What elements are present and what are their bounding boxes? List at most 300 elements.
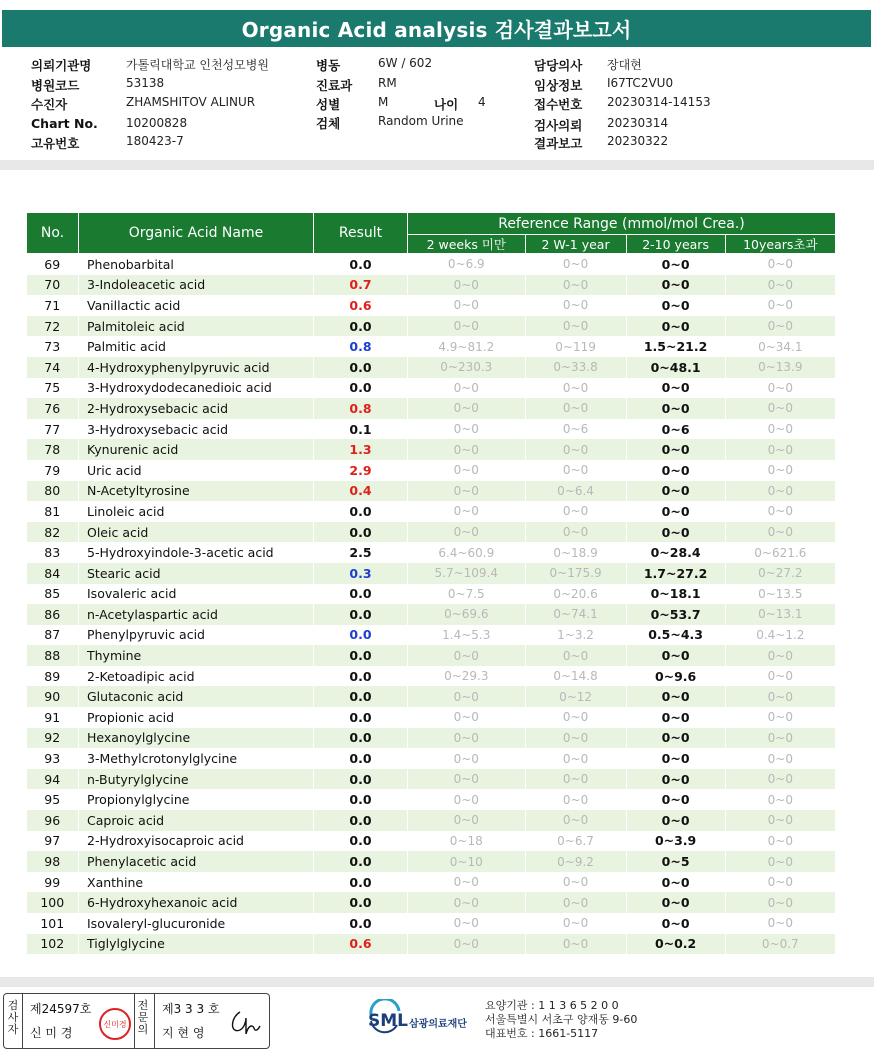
patient-info xyxy=(0,50,874,160)
acid-name: Glutaconic acid xyxy=(79,686,314,707)
info-label: 병원코드 xyxy=(31,78,80,93)
reference-range: 0~0 xyxy=(725,748,835,769)
reference-range: 0~69.6 xyxy=(408,604,526,625)
result-value: 0.0 xyxy=(314,501,408,522)
results-table xyxy=(26,212,836,954)
signature-icon xyxy=(226,1008,262,1038)
reference-range: 0~0 xyxy=(725,295,835,316)
sml-logo-text: SML xyxy=(368,1011,408,1031)
info-value: 20230314 xyxy=(607,116,669,130)
reference-range: 0~0 xyxy=(626,398,725,419)
reference-range: 0~7.5 xyxy=(408,584,526,605)
reference-range: 0~0 xyxy=(626,769,725,790)
reference-range: 0~0 xyxy=(626,378,725,399)
table-row xyxy=(27,645,836,666)
reference-range: 0~0 xyxy=(525,460,626,481)
result-value: 0.1 xyxy=(314,419,408,440)
reference-range: 6.4~60.9 xyxy=(408,542,526,563)
table-row xyxy=(27,501,836,522)
reference-range: 0~18 xyxy=(408,831,526,852)
reference-range: 0~6.7 xyxy=(525,831,626,852)
reference-range: 0~74.1 xyxy=(525,604,626,625)
reference-range: 0~0 xyxy=(725,460,835,481)
reference-range: 0~0 xyxy=(725,769,835,790)
table-row xyxy=(27,604,836,625)
reference-range: 0~0 xyxy=(408,892,526,913)
reference-range: 0~0 xyxy=(626,522,725,543)
reference-range: 0~20.6 xyxy=(525,584,626,605)
result-value: 0.4 xyxy=(314,481,408,502)
acid-name: Propionylglycine xyxy=(79,789,314,810)
row-number: 89 xyxy=(27,666,79,687)
table-row xyxy=(27,275,836,296)
reference-range: 0~0 xyxy=(408,398,526,419)
results-body xyxy=(27,254,836,955)
info-value: 10200828 xyxy=(126,116,188,130)
acid-name: 4-Hydroxyphenylpyruvic acid xyxy=(79,357,314,378)
result-value: 2.9 xyxy=(314,460,408,481)
reference-range: 0~175.9 xyxy=(525,563,626,584)
info-value: 4 xyxy=(478,95,486,109)
reference-range: 0~0 xyxy=(525,872,626,893)
info-label: 의뢰기관명 xyxy=(31,58,92,73)
reference-range: 0~0 xyxy=(725,522,835,543)
table-row xyxy=(27,810,836,831)
row-number: 100 xyxy=(27,892,79,913)
col-header-range: 2-10 years xyxy=(626,235,725,254)
reference-range: 0~0 xyxy=(725,831,835,852)
result-value: 0.8 xyxy=(314,398,408,419)
reference-range: 0~0 xyxy=(626,316,725,337)
reference-range: 0~0 xyxy=(626,872,725,893)
row-number: 83 xyxy=(27,542,79,563)
reference-range: 4.9~81.2 xyxy=(408,336,526,357)
result-value: 0.0 xyxy=(314,522,408,543)
reference-range: 0~0 xyxy=(525,378,626,399)
reference-range: 0~0 xyxy=(626,275,725,296)
info-value: 가톨릭대학교 인천성모병원 xyxy=(126,58,269,72)
result-value: 0.0 xyxy=(314,872,408,893)
info-value: M xyxy=(378,95,389,109)
reference-range: 0~9.2 xyxy=(525,851,626,872)
table-row xyxy=(27,872,836,893)
row-number: 75 xyxy=(27,378,79,399)
reference-range: 0~27.2 xyxy=(725,563,835,584)
result-value: 0.0 xyxy=(314,316,408,337)
acid-name: Palmitoleic acid xyxy=(79,316,314,337)
reference-range: 0~0 xyxy=(525,645,626,666)
reference-range: 0~0.7 xyxy=(725,934,835,955)
result-value: 0.0 xyxy=(314,913,408,934)
acid-name: 2-Ketoadipic acid xyxy=(79,666,314,687)
reference-range: 0~0 xyxy=(725,913,835,934)
reference-range: 0~0 xyxy=(525,522,626,543)
row-number: 74 xyxy=(27,357,79,378)
reference-range: 0~0 xyxy=(626,295,725,316)
row-number: 78 xyxy=(27,439,79,460)
row-number: 80 xyxy=(27,481,79,502)
reference-range: 0~0 xyxy=(525,707,626,728)
row-number: 98 xyxy=(27,851,79,872)
reference-range: 0~34.1 xyxy=(725,336,835,357)
reference-range: 0~119 xyxy=(525,336,626,357)
result-value: 2.5 xyxy=(314,542,408,563)
table-row xyxy=(27,542,836,563)
result-value: 0.0 xyxy=(314,769,408,790)
reference-range: 0~0 xyxy=(626,686,725,707)
reference-range: 1~3.2 xyxy=(525,625,626,646)
doctor-vertical-label: 전문의 xyxy=(137,999,149,1036)
result-value: 0.0 xyxy=(314,625,408,646)
table-row xyxy=(27,563,836,584)
acid-name: Isovaleric acid xyxy=(79,584,314,605)
reference-range: 0~33.8 xyxy=(525,357,626,378)
reference-range: 0~0 xyxy=(725,707,835,728)
table-row xyxy=(27,522,836,543)
reference-range: 0~0 xyxy=(525,254,626,275)
row-number: 85 xyxy=(27,584,79,605)
reference-range: 0~0 xyxy=(525,295,626,316)
col-header-result: Result xyxy=(314,213,408,254)
row-number: 102 xyxy=(27,934,79,955)
acid-name: n-Acetylaspartic acid xyxy=(79,604,314,625)
table-row xyxy=(27,913,836,934)
table-row xyxy=(27,892,836,913)
seal-stamp-icon: 신미경 xyxy=(99,1008,131,1040)
result-value: 0.0 xyxy=(314,604,408,625)
reference-range: 0~0 xyxy=(408,316,526,337)
reference-range: 0.4~1.2 xyxy=(725,625,835,646)
doctor-name: 지 현 영 xyxy=(162,1026,205,1040)
info-value: 6W / 602 xyxy=(378,56,433,70)
reference-range: 0~0 xyxy=(408,769,526,790)
org-name: 삼광의료재단 xyxy=(409,1019,467,1030)
addr-line: 요양기관 : 1 1 3 6 5 2 0 0 xyxy=(485,999,619,1012)
table-row xyxy=(27,481,836,502)
row-number: 93 xyxy=(27,748,79,769)
reference-range: 0~0 xyxy=(626,913,725,934)
result-value: 0.0 xyxy=(314,831,408,852)
row-number: 81 xyxy=(27,501,79,522)
reference-range: 0~0 xyxy=(725,789,835,810)
reference-range: 0~6 xyxy=(626,419,725,440)
table-row xyxy=(27,789,836,810)
info-label: 고유번호 xyxy=(31,136,80,151)
info-value: 20230322 xyxy=(607,134,669,148)
acid-name: Stearic acid xyxy=(79,563,314,584)
result-value: 0.0 xyxy=(314,584,408,605)
reference-range: 0~48.1 xyxy=(626,357,725,378)
table-row xyxy=(27,419,836,440)
reference-range: 0~0 xyxy=(408,810,526,831)
col-header-range: 2 weeks 미만 xyxy=(408,235,526,254)
reference-range: 0~0 xyxy=(725,439,835,460)
org-address xyxy=(485,999,637,1041)
reference-range: 0~5 xyxy=(626,851,725,872)
result-value: 0.0 xyxy=(314,810,408,831)
acid-name: 5-Hydroxyindole-3-acetic acid xyxy=(79,542,314,563)
table-row xyxy=(27,748,836,769)
info-label: 접수번호 xyxy=(534,97,583,112)
reference-range: 0~0 xyxy=(725,316,835,337)
reference-range: 0~0 xyxy=(408,295,526,316)
info-value: ZHAMSHITOV ALINUR xyxy=(126,95,256,109)
col-header-reference: Reference Range (mmol/mol Crea.) xyxy=(408,213,836,235)
table-row xyxy=(27,316,836,337)
doctor-license: 제3 3 3 호 xyxy=(162,1002,220,1016)
examiner-name: 신 미 경 xyxy=(30,1026,73,1040)
reference-range: 0~13.5 xyxy=(725,584,835,605)
table-row xyxy=(27,439,836,460)
reference-range: 0~6 xyxy=(525,419,626,440)
reference-range: 0~230.3 xyxy=(408,357,526,378)
result-value: 0.0 xyxy=(314,357,408,378)
reference-range: 0~0 xyxy=(408,934,526,955)
result-value: 0.0 xyxy=(314,666,408,687)
reference-range: 0~0 xyxy=(725,892,835,913)
reference-range: 0~621.6 xyxy=(725,542,835,563)
info-label: Chart No. xyxy=(31,116,98,131)
table-row xyxy=(27,728,836,749)
reference-range: 0~0 xyxy=(408,460,526,481)
info-label: 검사의뢰 xyxy=(534,118,583,133)
reference-range: 0~9.6 xyxy=(626,666,725,687)
reference-range: 0~0 xyxy=(525,398,626,419)
row-number: 72 xyxy=(27,316,79,337)
table-row xyxy=(27,934,836,955)
reference-range: 0~0 xyxy=(525,728,626,749)
info-value: 20230314-14153 xyxy=(607,95,711,109)
result-value: 0.6 xyxy=(314,934,408,955)
reference-range: 0~0 xyxy=(626,481,725,502)
reference-range: 0~0 xyxy=(725,686,835,707)
reference-range: 0~13.1 xyxy=(725,604,835,625)
info-label: 담당의사 xyxy=(534,58,583,73)
row-number: 69 xyxy=(27,254,79,275)
reference-range: 0~0 xyxy=(725,851,835,872)
reference-range: 0~0 xyxy=(408,913,526,934)
row-number: 82 xyxy=(27,522,79,543)
acid-name: Linoleic acid xyxy=(79,501,314,522)
info-value: 장대현 xyxy=(607,58,642,72)
reference-range: 0~3.9 xyxy=(626,831,725,852)
info-value: Random Urine xyxy=(378,114,464,128)
reference-range: 0.5~4.3 xyxy=(626,625,725,646)
info-label: 검체 xyxy=(316,116,341,131)
reference-range: 0~0 xyxy=(408,789,526,810)
reference-range: 0~0 xyxy=(725,398,835,419)
reference-range: 0~0 xyxy=(725,666,835,687)
reference-range: 0~0 xyxy=(408,748,526,769)
reference-range: 0~0 xyxy=(525,934,626,955)
reference-range: 0~6.4 xyxy=(525,481,626,502)
acid-name: 3-Indoleacetic acid xyxy=(79,275,314,296)
row-number: 79 xyxy=(27,460,79,481)
reference-range: 0~13.9 xyxy=(725,357,835,378)
result-value: 0.0 xyxy=(314,378,408,399)
reference-range: 0~0 xyxy=(408,481,526,502)
row-number: 71 xyxy=(27,295,79,316)
report-title: Organic Acid analysis 검사결과보고서 xyxy=(2,10,871,47)
reference-range: 0~0 xyxy=(408,275,526,296)
result-value: 0.3 xyxy=(314,563,408,584)
reference-range: 0~0 xyxy=(408,872,526,893)
acid-name: Vanillactic acid xyxy=(79,295,314,316)
table-row xyxy=(27,398,836,419)
table-row xyxy=(27,666,836,687)
row-number: 76 xyxy=(27,398,79,419)
table-row xyxy=(27,295,836,316)
row-number: 90 xyxy=(27,686,79,707)
acid-name: N-Acetyltyrosine xyxy=(79,481,314,502)
examiner-vertical-label: 검사자 xyxy=(7,999,19,1036)
row-number: 84 xyxy=(27,563,79,584)
reference-range: 0~0 xyxy=(525,439,626,460)
reference-range: 0~0 xyxy=(626,460,725,481)
reference-range: 0~0 xyxy=(725,645,835,666)
reference-range: 0~0 xyxy=(408,501,526,522)
acid-name: 2-Hydroxyisocaproic acid xyxy=(79,831,314,852)
col-header-range: 2 W-1 year xyxy=(525,235,626,254)
reference-range: 0~10 xyxy=(408,851,526,872)
reference-range: 0~0.2 xyxy=(626,934,725,955)
result-value: 0.0 xyxy=(314,748,408,769)
table-row xyxy=(27,851,836,872)
info-label: 병동 xyxy=(316,58,341,73)
acid-name: n-Butyrylglycine xyxy=(79,769,314,790)
reference-range: 0~0 xyxy=(525,275,626,296)
reference-range: 0~0 xyxy=(525,769,626,790)
acid-name: 3-Hydroxydodecanedioic acid xyxy=(79,378,314,399)
reference-range: 0~0 xyxy=(725,275,835,296)
reference-range: 0~0 xyxy=(408,522,526,543)
table-row xyxy=(27,378,836,399)
result-value: 0.8 xyxy=(314,336,408,357)
results-sheet xyxy=(0,171,874,977)
col-header-range: 10years초과 xyxy=(725,235,835,254)
addr-line: 대표번호 : 1661-5117 xyxy=(485,1027,599,1040)
reference-range: 0~0 xyxy=(626,707,725,728)
reference-range: 0~0 xyxy=(725,501,835,522)
reference-range: 0~0 xyxy=(525,789,626,810)
acid-name: Phenobarbital xyxy=(79,254,314,275)
reference-range: 0~0 xyxy=(408,439,526,460)
acid-name: Palmitic acid xyxy=(79,336,314,357)
reference-range: 1.7~27.2 xyxy=(626,563,725,584)
acid-name: 3-Methylcrotonylglycine xyxy=(79,748,314,769)
row-number: 88 xyxy=(27,645,79,666)
row-number: 87 xyxy=(27,625,79,646)
reference-range: 0~0 xyxy=(408,728,526,749)
reference-range: 0~0 xyxy=(626,728,725,749)
acid-name: Oleic acid xyxy=(79,522,314,543)
acid-name: 6-Hydroxyhexanoic acid xyxy=(79,892,314,913)
table-row xyxy=(27,357,836,378)
row-number: 92 xyxy=(27,728,79,749)
reference-range: 0~0 xyxy=(626,810,725,831)
reference-range: 0~0 xyxy=(626,254,725,275)
reference-range: 1.4~5.3 xyxy=(408,625,526,646)
info-label: 나이 xyxy=(434,97,459,112)
reference-range: 0~0 xyxy=(725,419,835,440)
reference-range: 0~0 xyxy=(408,686,526,707)
table-row xyxy=(27,625,836,646)
reference-range: 0~0 xyxy=(725,728,835,749)
acid-name: Thymine xyxy=(79,645,314,666)
reference-range: 0~0 xyxy=(626,645,725,666)
row-number: 86 xyxy=(27,604,79,625)
reference-range: 0~18.9 xyxy=(525,542,626,563)
reference-range: 0~0 xyxy=(626,892,725,913)
reference-range: 0~0 xyxy=(626,501,725,522)
divider-band xyxy=(0,160,874,170)
reference-range: 0~0 xyxy=(725,378,835,399)
reference-range: 0~53.7 xyxy=(626,604,725,625)
reference-range: 0~0 xyxy=(525,892,626,913)
reference-range: 0~0 xyxy=(525,316,626,337)
row-number: 101 xyxy=(27,913,79,934)
table-row xyxy=(27,336,836,357)
row-number: 70 xyxy=(27,275,79,296)
reference-range: 0~0 xyxy=(525,913,626,934)
result-value: 0.0 xyxy=(314,254,408,275)
row-number: 77 xyxy=(27,419,79,440)
table-row xyxy=(27,707,836,728)
col-header-name: Organic Acid Name xyxy=(79,213,314,254)
acid-name: 3-Hydroxysebacic acid xyxy=(79,419,314,440)
reference-range: 0~29.3 xyxy=(408,666,526,687)
info-value: RM xyxy=(378,76,397,90)
result-value: 0.0 xyxy=(314,789,408,810)
acid-name: Propionic acid xyxy=(79,707,314,728)
acid-name: Uric acid xyxy=(79,460,314,481)
acid-name: Kynurenic acid xyxy=(79,439,314,460)
acid-name: 2-Hydroxysebacic acid xyxy=(79,398,314,419)
reference-range: 0~0 xyxy=(525,748,626,769)
table-row xyxy=(27,686,836,707)
result-value: 0.0 xyxy=(314,645,408,666)
info-value: 53138 xyxy=(126,76,165,90)
row-number: 95 xyxy=(27,789,79,810)
table-row xyxy=(27,769,836,790)
reference-range: 0~0 xyxy=(626,439,725,460)
result-value: 0.0 xyxy=(314,851,408,872)
result-value: 0.0 xyxy=(314,728,408,749)
reference-range: 0~0 xyxy=(725,481,835,502)
result-value: 0.0 xyxy=(314,686,408,707)
info-label: 수진자 xyxy=(31,97,68,112)
reference-range: 0~14.8 xyxy=(525,666,626,687)
acid-name: Hexanoylglycine xyxy=(79,728,314,749)
examiner-license: 제24597호 xyxy=(30,1002,92,1016)
reference-range: 0~0 xyxy=(725,872,835,893)
row-number: 97 xyxy=(27,831,79,852)
acid-name: Tiglylglycine xyxy=(79,934,314,955)
reference-range: 0~12 xyxy=(525,686,626,707)
reference-range: 1.5~21.2 xyxy=(626,336,725,357)
result-value: 0.6 xyxy=(314,295,408,316)
reference-range: 0~0 xyxy=(725,254,835,275)
signature-box xyxy=(3,993,270,1049)
info-label: 성별 xyxy=(316,97,341,112)
addr-line: 서울특별시 서초구 양재동 9-60 xyxy=(485,1013,638,1026)
table-row xyxy=(27,460,836,481)
reference-range: 0~0 xyxy=(408,645,526,666)
acid-name: Phenylpyruvic acid xyxy=(79,625,314,646)
row-number: 91 xyxy=(27,707,79,728)
acid-name: Xanthine xyxy=(79,872,314,893)
acid-name: Phenylacetic acid xyxy=(79,851,314,872)
